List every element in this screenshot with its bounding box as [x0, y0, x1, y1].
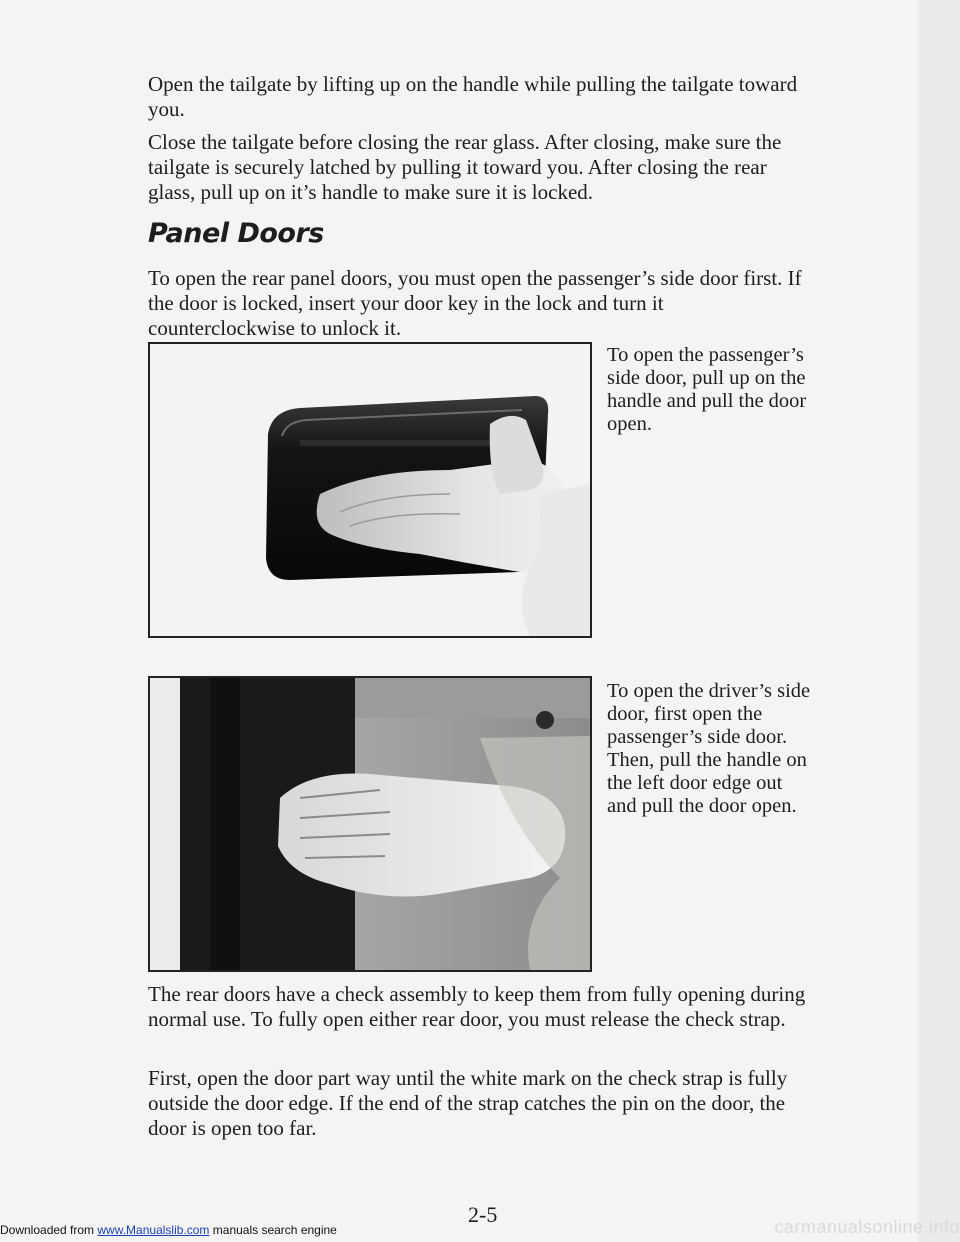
section-heading: Panel Doors — [148, 218, 324, 249]
caption-driver-door: To open the driver’s side door, first open the passenger’s side door. Then, pull the handle on the left door edge out and pull the door open. — [607, 680, 811, 817]
download-footer — [0, 1223, 337, 1237]
passenger-door-handle-illustration — [150, 344, 590, 636]
passenger-door-handle-photo — [148, 342, 592, 638]
watermark-brand: carmanualsonline.info — [774, 1217, 960, 1237]
paragraph-tailgate-close: Close the tailgate before closing the rear glass. After closing, make sure the tailgate is securely latched by pulling it toward you. After closing the rear glass, pull up on it’s handle to make sure it is locked. — [148, 130, 782, 204]
driver-door-edge-illustration — [150, 678, 590, 970]
page-gutter — [918, 0, 960, 1242]
paragraph-check-assembly: The rear doors have a check assembly to keep them from fully opening during normal use. To fully open either rear door, you must release the check strap. — [148, 982, 806, 1031]
paragraph-check-strap-release: First, open the door part way until the white mark on the check strap is fully outside the door edge. If the end of the strap catches the pin on the door, the door is open too far. — [148, 1066, 788, 1140]
paragraph-panel-doors-intro: To open the rear panel doors, you must open the passenger’s side door first. If the door is locked, insert your door key in the lock and turn it counterclockwise to unlock it. — [148, 266, 802, 340]
paragraph-tailgate-open: Open the tailgate by lifting up on the handle while pulling the tailgate toward you. — [148, 72, 798, 121]
manualslib-link[interactable]: www.Manualslib.com — [97, 1223, 210, 1237]
footer-suffix: manuals search engine — [209, 1223, 337, 1237]
driver-door-edge-photo — [148, 676, 592, 972]
footer-prefix: Downloaded from — [0, 1223, 98, 1237]
page-number: 2-5 — [468, 1202, 498, 1227]
caption-passenger-door: To open the passenger’s side door, pull up on the handle and pull the door open. — [607, 344, 807, 435]
